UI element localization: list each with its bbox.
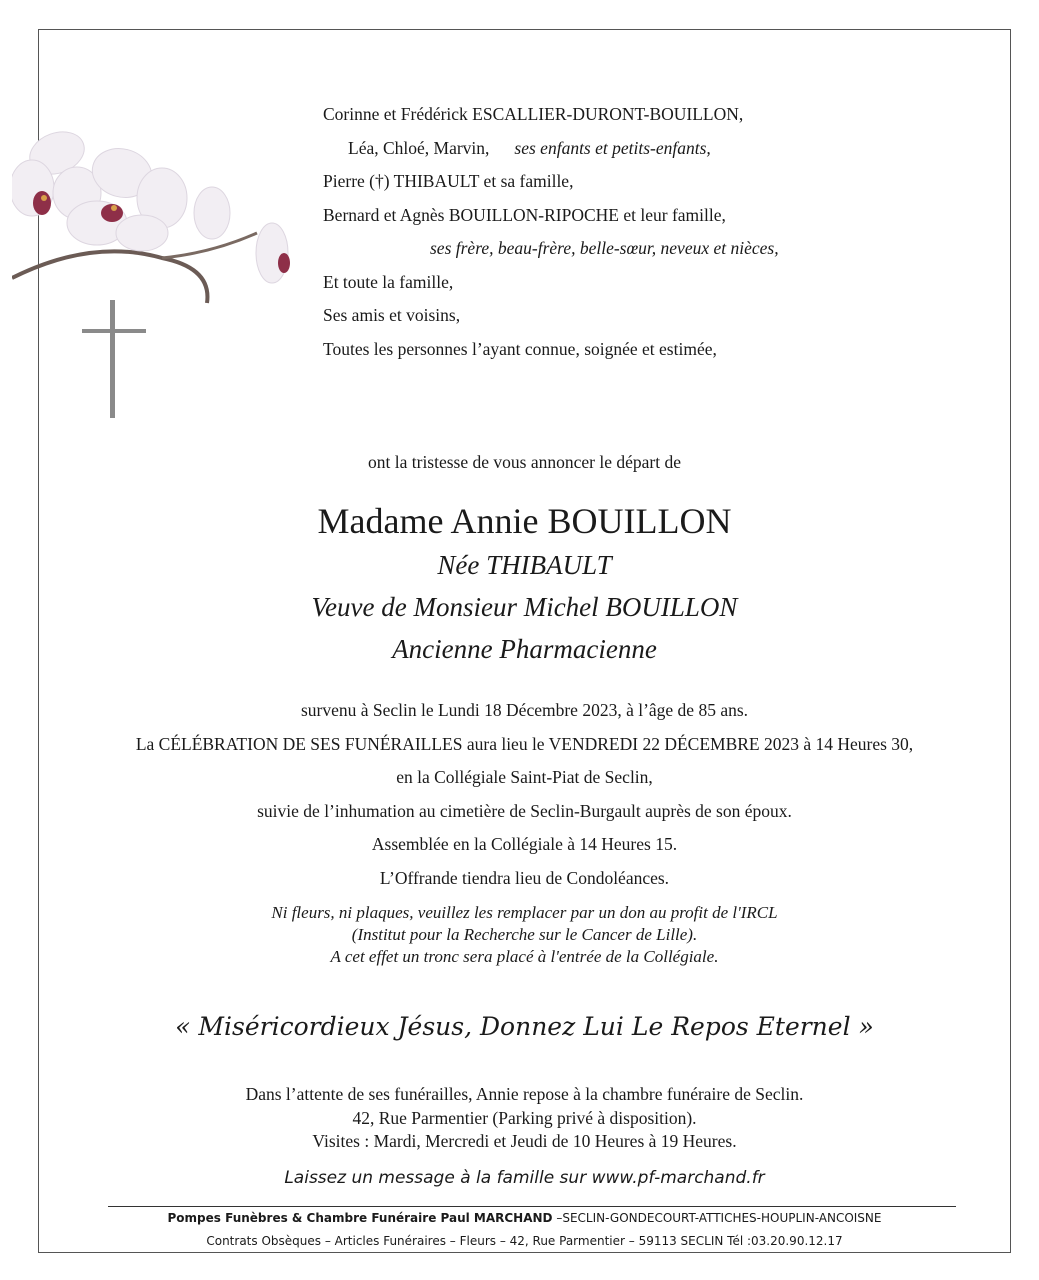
prayer-quote: « Miséricordieux Jésus, Donnez Lui Le Repos Eternel » [175,1012,874,1041]
detail-line: Assemblée en la Collégiale à 14 Heures 15. [371,834,678,854]
profession: Ancienne Pharmacienne [392,634,657,664]
announcement: ont la tristesse de vous annoncer le départ de [368,452,681,472]
rest-line: 42, Rue Parmentier (Parking privé à disposition). [352,1107,697,1128]
maiden-name: Née THIBAULT [437,550,612,580]
detail-line: en la Collégiale Saint-Piat de Seclin, [396,767,653,787]
family-line: Bernard et Agnès BOUILLON-RIPOCHE et leur famille, [323,204,726,225]
visitation-info [38,1083,1011,1154]
footer-contact: Contrats Obsèques – Articles Funéraires – Fleurs – 42, Rue Parmentier – 59113 SECLIN Tél :03.20.90.12.17 [206,1234,843,1248]
detail-line: L’Offrande tiendra lieu de Condoléances. [379,867,670,888]
footer-divider [108,1206,956,1207]
company-towns: –SECLIN-GONDECOURT-ATTICHES-HOUPLIN-ANCOISNE [552,1211,882,1225]
rest-line: Dans l’attente de ses funérailles, Annie repose à la chambre funéraire de Seclin. [245,1084,804,1104]
website-message: Laissez un message à la famille sur www.pf-marchand.fr [284,1168,765,1188]
family-line: Ses amis et voisins, [323,305,461,325]
orchid-icon [12,118,312,318]
rest-line: Visites : Mardi, Mercredi et Jeudi de 10 Heures à 19 Heures. [312,1131,737,1151]
note-line: (Institut pour la Recherche sur le Cancer de Lille). [351,925,698,944]
family-line: Toutes les personnes l’ayant connue, soignée et estimée, [323,338,717,359]
detail-line: La CÉLÉBRATION DE SES FUNÉRAILLES aura lieu le VENDREDI 22 DÉCEMBRE 2023 à 14 Heures 30, [135,733,914,754]
note-line: Ni fleurs, ni plaques, veuillez les remplacer par un don au profit de l'IRCL [271,903,778,922]
family-line: ses frère, beau-frère, belle-sœur, neveux et nièces, [430,238,779,258]
detail-line: survenu à Seclin le Lundi 18 Décembre 2023, à l’âge de 85 ans. [300,700,749,720]
family-list [323,100,943,368]
footer-company [38,1211,1011,1225]
widow-of: Veuve de Monsieur Michel BOUILLON [311,592,738,622]
family-line: Léa, Chloé, Marvin, ses enfants et petits-enfants, [348,137,711,158]
deceased-name: Madame Annie BOUILLON [317,501,732,541]
cross-icon [82,300,146,418]
company-name: Pompes Funèbres & Chambre Funéraire Paul MARCHAND [167,1211,553,1225]
family-line: Corinne et Frédérick ESCALLIER-DURONT-BOUILLON, [323,104,744,124]
family-line: Et toute la famille, [323,271,454,292]
funeral-details [38,696,1011,897]
family-line: Pierre (†) THIBAULT et sa famille, [323,171,574,191]
note-line: A cet effet un tronc sera placé à l'entrée de la Collégiale. [330,947,719,966]
donation-note [38,902,1011,968]
detail-line: suivie de l’inhumation au cimetière de Seclin-Burgault auprès de son époux. [257,800,792,821]
